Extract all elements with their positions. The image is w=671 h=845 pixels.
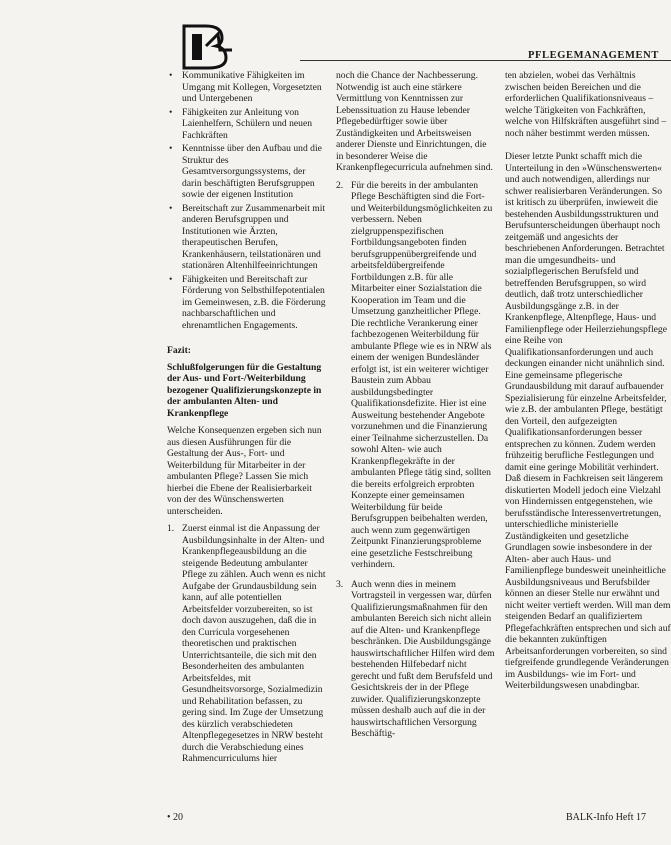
fazit-label: Fazit: (167, 345, 191, 356)
continued-paragraph: ten abzielen, wobei das Verhältnis zwischen beiden Bereichen und die erforderlichen Qualifikationsniveaus – welche Tätigkeiten von Fachkräften, welche von Hilfskräften ausgeführt sind – noch näher bestimmt werden müssen. (505, 70, 667, 139)
bullet-item: • Kenntnisse über den Aufbau und die Struktur des Gesamtversorgungssystems, der darin beschäftigten Berufsgruppen sowie der eigenen Institution (167, 143, 327, 201)
item-text: Für die bereits in der ambulanten Pflege Beschäftigten sind die Fort- und Weiterbildungsmöglichkeiten zu verbessern. Neben zielgruppenspezifischen Fortbildungsangeboten finden berufsgruppenübergreifende und arbeitsfeldübergreifende Fortbildungen z.B. für alle Mitarbeiter einer Sozialstation die Kooperation im Team und die Umsetzung ganzheitlicher Pflege. Die rechtliche Verankerung einer fachbezogenen Weiterbildung für ambulante Pflege wie es in NRW als einem der wenigen Bundesländer erfolgt ist, ist ein weiterer wichtiger Baustein zum Abbau ausbildungsbedingter Qualifikationsdefizite. Hier ist eine Ausweitung bestehender Angebote vorzunehmen und die Finanzierung einer Teilnahme sicherzustellen. Da sowohl Alten- wie auch Krankenpflegekräfte in der ambulanten Pflege tätig sind, sollten die bereits erfolgreich erprobten Konzepte einer gemeinsamen Weiterbildung für beide Berufsgruppen beibehalten werden, auch wenn zum gegenwärtigen Zeitpunkt Finanzierungsprobleme eine gesetzliche Festschreibung verhindern. (351, 179, 493, 570)
bullet-item: • Bereitschaft zur Zusammenarbeit mit anderen Berufsgruppen und Institutionen wie Ärzten, therapeutischen Berufen, Krankenhäusern, teilstationären und stationären Altenhilfeeinrichtungen (167, 203, 327, 272)
continued-paragraph: noch die Chance der Nachbesserung. Notwendig ist auch eine stärkere Vermittlung von Kenntnissen zur Lebenssituation zu Hause lebender Pflegebedürftiger sowie über Zuständigkeiten und Arbeitsweisen anderer Dienste und Einrichtungen, die in besonderer Weise die Krankenpflegecurricula aufnehmen sind. (336, 70, 493, 173)
body-paragraph: Dieser letzte Punkt schafft mich die Unterteilung in den »Wünschenswerten« und auch notwendigen, allerdings nur schwer realisierbaren Veränderungen. So ist kritisch zu überprüfen, inwieweit die bestehenden Ausbildungsstrukturen und Berufsunterscheidungen überhaupt noch zeitgemäß und angesichts der beschriebenen Anforderungen. Betrachtet man die umgesundheits- und sozialpflegerischen Berufsfeld und betreffenden Berufsgruppen, so wird deutlich, daß trotz unterschiedlicher Ausbildungsgänge z.B. in der Krankenpflege, Altenpflege, Haus- und Familienpflege oder Heilerziehungspflege eine Reihe von Qualifikationsanforderungen und auch deckungen einander nicht unähnlich sind. Eine gemeinsame pflegerische Grundausbildung mit darauf aufbauender Spezialisierung für einzelne Arbeitsfelder, wie z.B. der ambulanten Pflege, bestätigt den Vorteil, den aufgezeigten Qualifikationsanforderungen besser entsprechen zu können. Zudem werden frühzeitig berufliche Festlegungen und damit eine geringe Mobilität verhindert. Daß diesem in Fachkreisen seit längerem diskutierten Modell jedoch eine Vielzahl von Hindernissen entgegenstehen, wie berufsständische Interessenvertretungen, unterschiedliche ministerielle Zuständigkeiten und gesetzliche Grundlagen sowie insbesondere in der Alten- aber auch Haus- und Familienpflege bundesweit uneinheitliche Ausbildungsniveaus und Berufsbilder können an dieser Stelle nur erwähnt und nicht weiter vertieft werden. Will man dem steigenden Bedarf an qualifiziertem Pflegefachkräften entsprechen und sich auf die bekannten zukünftigen Arbeitsanforderungen vorbereiten, so sind tiefgreifende grundlegende Veränderungen im Ausbildungs- wie im Fort- und Weiterbildungswesen unabdingbar. (505, 151, 671, 691)
item-number: 3. (336, 578, 344, 590)
bullet-item: • Fähigkeiten zur Anleitung von Laienhelfern, Schülern und neuen Fachkräften (167, 107, 327, 142)
numbered-list (167, 523, 327, 765)
numbered-list (336, 180, 496, 740)
item-text: Zuerst einmal ist die Anpassung der Ausbildungsinhalte in der Alten- und Krankenpflegeausbildung an die steigende Bedeutung ambulanter Pflege zu zählen. Auch wenn es nicht Aufgabe der Grundausbildung sein kann, auf alle potentiellen Arbeitsfelder vorzubereiten, so ist doch davon auszugehen, daß die in den Curricula vorgesehenen theoretischen und praktischen Unterrichtsanteile, die sich mit den Besonderheiten des ambulanten Arbeitsfeldes, mit Gesundheitsvorsorge, Sozialmedizin und Rehabilitation befassen, zu gering sind. Im Zuge der Umsetzung des kürzlich verabschiedeten Altenpflegegesetzes in NRW besteht durch die Verabschiedung eines Rahmencurriculums hier (182, 523, 326, 764)
balk-logo (176, 20, 236, 70)
bullet-item: • Kommunikative Fähigkeiten im Umgang mit Kollegen, Vorgesetzten und Untergebenen (167, 70, 327, 105)
column-3 (505, 70, 671, 698)
numbered-item (336, 579, 496, 740)
numbered-item (336, 180, 496, 571)
logo-lettering (206, 34, 232, 50)
item-text: Auch wenn dies in meinem Vortragsteil in vergessen war, dürfen Qualifizierungsmaßnahmen für den ambulanten Bereich sich nicht allein auf die Alten- und Krankenpflege beschränken. Die Ausbildungsgänge hauswirtschaftlicher Hilfen wird dem bestehenden Hilfebedarf nicht gerecht und fußt dem Berufsfeld und Gesichtskreis der in der Pflege zuwider. Qualifizierungskonzepte müssen deshalb auch auf die in der hauswirtschaftlichen Versorgung Beschäftig- (351, 578, 495, 739)
item-number: 2. (336, 179, 344, 191)
numbered-item (167, 523, 327, 765)
page-number: • 20 (167, 812, 184, 823)
journal-issue: BALK-Info Heft 17 (566, 812, 646, 823)
intro-paragraph: Welche Konsequenzen ergeben sich nun aus diesen Ausführungen für die Gestaltung der Aus-, Fort- und Weiterbildung für Mitarbeiter in der ambulanten Pflege? Lassen Sie mich hierbei die Ebene der Realisierbarkeit von der des Wünschenswerten unterscheiden. (167, 425, 322, 517)
fazit-heading: Schlußfolgerungen für die Gestaltung der Aus- und Fort-/Weiterbildung bezogener Qualifizierungskonzepte in der ambulanten Alten- und Krankenpflege (167, 361, 322, 419)
bullet-list (167, 70, 327, 331)
section-title: PFLEGEMANAGEMENT (528, 50, 659, 61)
logo-inner-block (192, 34, 202, 60)
bullet-item: • Fähigkeiten und Bereitschaft zur Förderung von Selbsthilfepotentialen im Gemeinwesen, z.B. die Förderung nachbarschaftlichen und ehrenamtlichen Engagements. (167, 274, 327, 332)
item-number: 1. (167, 523, 175, 534)
column-1 (167, 70, 327, 773)
column-2 (336, 70, 496, 748)
